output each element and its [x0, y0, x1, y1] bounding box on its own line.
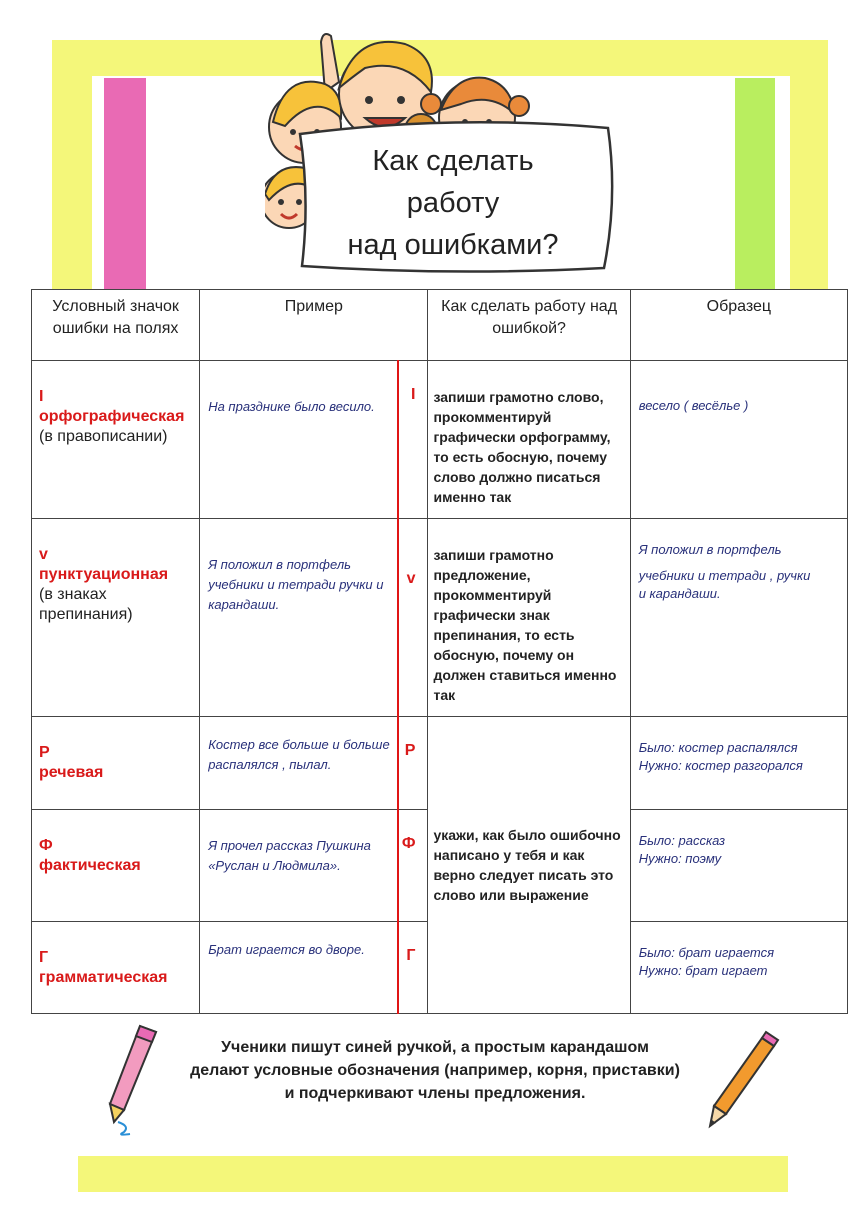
footer-line-1: Ученики пишут синей ручкой, а простым карандашом — [221, 1039, 649, 1056]
example-cell — [200, 519, 428, 717]
footer-note — [150, 1036, 720, 1105]
page-title — [318, 140, 588, 266]
sample-cell — [630, 717, 847, 810]
errors-table — [31, 289, 848, 1014]
example-text: Костер все больше и больше распалялся , пылал. — [208, 737, 390, 772]
symbol-mark: v — [39, 546, 48, 563]
header-how: Как сделать работу над ошибкой? — [428, 290, 630, 361]
example-cell — [200, 810, 428, 922]
sample-line-3: и карандаши. — [638, 586, 721, 601]
margin-mark: v — [406, 570, 416, 587]
example-text: На празднике было весило. — [208, 399, 375, 414]
example-cell — [200, 361, 428, 519]
margin-mark: Г — [406, 947, 416, 964]
table-row — [32, 717, 848, 810]
title-line-3: над ошибками? — [347, 229, 559, 261]
sample-line-1: Было: рассказ — [638, 833, 726, 848]
margin-mark: Р — [404, 742, 416, 759]
sample-line-2: Нужно: костер разгорался — [638, 758, 803, 773]
example-text: Я прочел рассказ Пушкина «Руслан и Людмила». — [208, 838, 371, 873]
symbol-cell — [32, 922, 200, 1014]
symbol-cell — [32, 361, 200, 519]
symbol-mark: I — [39, 388, 44, 405]
sample-cell — [630, 922, 847, 1014]
symbol-mark: Р — [39, 744, 50, 761]
table-row — [32, 361, 848, 519]
symbol-note: (в правописании) — [39, 428, 168, 445]
margin-mark: I — [411, 386, 416, 403]
header-sample: Образец — [630, 290, 847, 361]
footer-line-3: и подчеркивают члены предложения. — [284, 1085, 586, 1102]
table-header-row — [32, 290, 848, 361]
sample-line-1: Было: костер распалялся — [638, 740, 798, 755]
symbol-cell — [32, 519, 200, 717]
symbol-note: (в знаках препинания) — [39, 586, 133, 623]
example-text: Брат играется во дворе. — [208, 942, 365, 957]
symbol-name: фактическая — [39, 857, 141, 874]
example-text: Я положил в портфель учебники и тетради ручки и карандаши. — [208, 557, 384, 612]
how-cell: запиши грамотно предложение, прокомментируй графически знак препинания, то есть обосную, почему он должен ставиться именно так — [428, 519, 630, 717]
table-row — [32, 519, 848, 717]
symbol-mark: Г — [39, 949, 49, 966]
sample-line-1: Я положил в портфель — [638, 542, 782, 557]
footer-line-2: делают условные обозначения (например, корня, приставки) — [190, 1062, 680, 1079]
symbol-name: речевая — [39, 764, 104, 781]
how-cell-merged: укажи, как было ошибочно написано у тебя и как верно следует писать это слово или выражение — [428, 717, 630, 1014]
sample-cell — [630, 810, 847, 922]
symbol-name: орфографическая — [39, 408, 185, 425]
pencil-icon — [700, 1030, 790, 1130]
sample-cell — [630, 361, 847, 519]
sample-line-2: учебники и тетради , ручки — [638, 568, 811, 583]
frame-left-bar — [52, 40, 92, 290]
how-cell: запиши грамотно слово, прокомментируй графически орфограмму, то есть обосную, почему слово должно писаться именно так — [428, 361, 630, 519]
sample-cell — [630, 519, 847, 717]
symbol-mark: Ф — [39, 837, 53, 854]
symbol-cell — [32, 810, 200, 922]
title-line-1: Как сделать — [372, 145, 534, 177]
sample-line-2: Нужно: брат играет — [638, 963, 768, 978]
frame-bottom-bar — [78, 1156, 788, 1192]
symbol-cell — [32, 717, 200, 810]
symbol-name: грамматическая — [39, 969, 168, 986]
frame-right-bar — [790, 40, 828, 290]
pink-bar — [104, 78, 146, 290]
example-cell — [200, 717, 428, 810]
red-margin-line — [397, 360, 399, 1014]
sample-line-2: Нужно: поэму — [638, 851, 722, 866]
green-bar — [735, 78, 775, 290]
sample-line-1: Было: брат играется — [638, 945, 775, 960]
title-line-2: работу — [406, 187, 500, 219]
example-cell — [200, 922, 428, 1014]
header-example: Пример — [200, 290, 428, 361]
sample-text: весело ( весёлье ) — [638, 398, 749, 413]
symbol-name: пунктуационная — [39, 566, 169, 583]
margin-mark: Ф — [401, 835, 416, 852]
header-symbol: Условный значок ошибки на полях — [32, 290, 200, 361]
